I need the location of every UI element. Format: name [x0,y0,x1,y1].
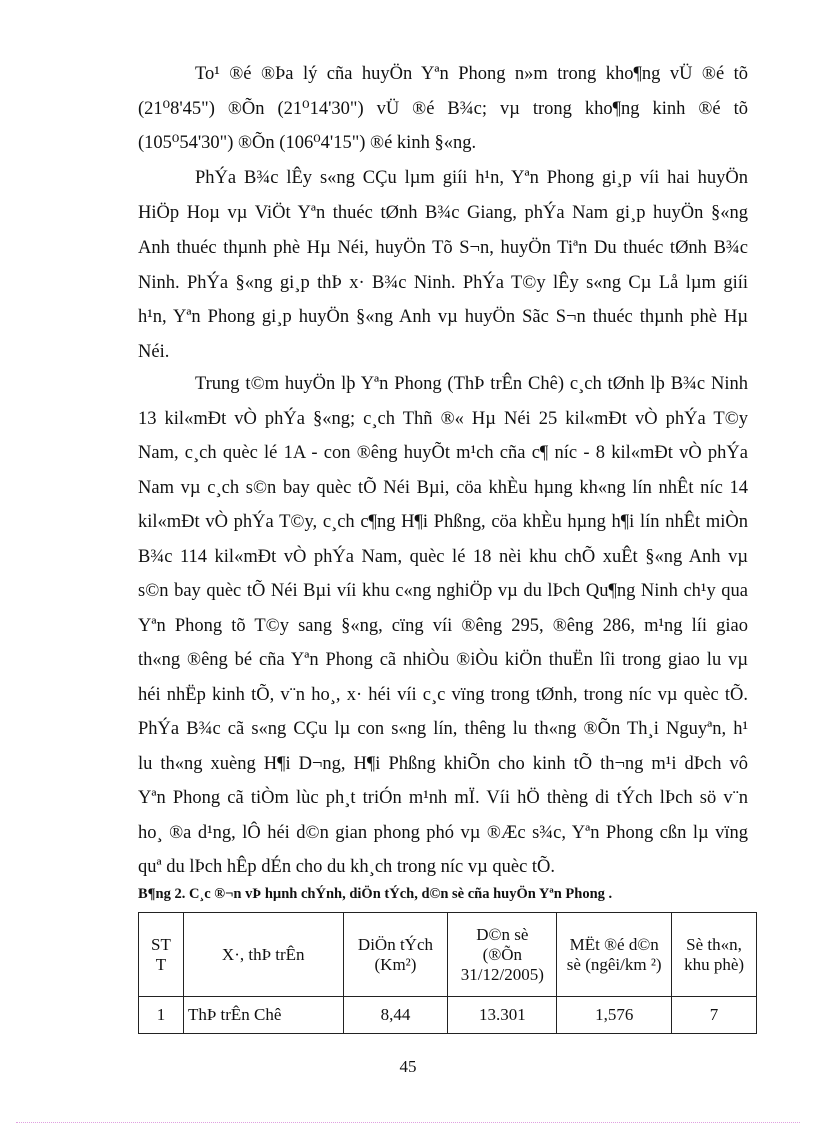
table-caption: B¶ng 2. C¸c ®¬n vÞ hµnh chÝnh, diÖn tÝch, d©n sè cña huyÖn Yªn Phong . [138,886,613,902]
paragraph-3-line-8: Yªn Phong tõ T©y sang §«ng, cïng víi ®êng 295, ®êng 286, m¹ng líi giao [138,616,748,636]
paragraph-2-line-6: Néi. [138,342,170,362]
header-commune: X·, thÞ trÊn [183,913,343,997]
paragraph-3-line-13: Yªn Phong cã tiÒm lùc ph¸t triÓn m¹nh mÏ. Víi hÖ thèng di tÝch lÞch sö v¨n [138,788,748,808]
paragraph-3-line-9: th«ng ®êng bé cña Yªn Phong cã nhiÒu ®iÒu kiÖn thuËn lîi trong giao lu vµ [138,650,748,670]
paragraph-3-line-3: Nam, c¸ch quèc lé 1A - con ®êng huyÕt m¹ch cña c¶ níc - 8 kil«mÐt vÒ phÝa [138,443,748,463]
paragraph-2-line-2: HiÖp Hoµ vµ ViÖt Yªn thuéc tØnh B¾c Giang, phÝa Nam gi¸p huyÖn §«ng [138,203,748,223]
cell-commune: ThÞ trÊn Chê [183,997,343,1034]
paragraph-3-line-11: PhÝa B¾c cã s«ng CÇu lµ con s«ng lín, thêng lu th«ng ®Õn Th¸i Nguyªn, h¹ [138,719,748,739]
page-number: 45 [399,1057,417,1076]
cell-population: 13.301 [448,997,557,1034]
paragraph-3-line-1: Trung t©m huyÖn lþ Yªn Phong (ThÞ trÊn Chê) c¸ch tØnh lþ B¾c Ninh [195,374,748,394]
header-villages: Sè th«n, khu phè) [672,913,757,997]
paragraph-1-line-3: (105⁰54'30") ®Õn (106⁰4'15") ®é kinh §«ng. [138,133,477,153]
header-area: DiÖn tÝch (Km²) [343,913,448,997]
paragraph-3-line-2: 13 kil«mÐt vÒ phÝa §«ng; c¸ch Thñ ®« Hµ Néi 25 kil«mÐt vÒ phÝa T©y [138,409,748,429]
header-stt: ST T [139,913,184,997]
paragraph-1-line-1: To¹ ®é ®Þa lý cña huyÖn Yªn Phong n»m trong kho¶ng vÜ ®é tõ [195,64,748,84]
paragraph-3-line-10: héi nhËp kinh tÕ, v¨n ho¸, x· héi víi c¸c vïng trong tØnh, trong níc vµ quèc tÕ. [138,685,748,705]
header-population: D©n sè (®Õn 31/12/2005) [448,913,557,997]
paragraph-2-line-1: PhÝa B¾c lÊy s«ng CÇu lµm giíi h¹n, Yªn Phong gi¸p víi hai huyÖn [195,168,748,188]
paragraph-3-line-7: s©n bay quèc tÕ Néi Bµi víi khu c«ng nghiÖp vµ du lÞch Qu¶ng Ninh ch¹y qua [138,581,748,601]
table-row [139,997,757,1034]
header-density: MËt ®é d©n sè (ngêi/km ²) [557,913,672,997]
paragraph-2-line-4: Ninh. PhÝa §«ng gi¸p thÞ x· B¾c Ninh. PhÝa T©y lÊy s«ng Cµ Lå lµm giíi [138,273,748,293]
paragraph-3-line-14: ho¸ ®a d¹ng, lÔ héi d©n gian phong phó vµ ®Æc s¾c, Yªn Phong cßn lµ vïng [138,823,748,843]
cell-stt: 1 [139,997,184,1034]
paragraph-3-line-6: B¾c 114 kil«mÐt vÒ phÝa Nam, quèc lé 18 nèi khu chÕ xuÊt §«ng Anh vµ [138,547,748,567]
cell-density: 1,576 [557,997,672,1034]
paragraph-2-line-3: Anh thuéc thµnh phè Hµ Néi, huyÖn Tõ S¬n, huyÖn Tiªn Du thuéc tØnh B¾c [138,238,748,258]
cell-villages: 7 [672,997,757,1034]
paragraph-1-line-2: (21⁰8'45") ®Õn (21⁰14'30") vÜ ®é B¾c; vµ trong kho¶ng kinh ®é tõ [138,99,748,119]
table-header-row [139,913,757,997]
cell-area: 8,44 [343,997,448,1034]
paragraph-3-line-4: Nam vµ c¸ch s©n bay quèc tÕ Néi Bµi, cöa khÈu hµng kh«ng lín nhÊt níc 14 [138,478,748,498]
paragraph-3-line-12: lu th«ng xuèng H¶i D¬ng, H¶i Phßng khiÕn cho kinh tÕ th¬ng m¹i dÞch vô [138,754,748,774]
administrative-units-table [138,912,757,1034]
paragraph-3-line-15: quª du lÞch hÊp dÉn cho du kh¸ch trong níc vµ quèc tÕ. [138,857,556,877]
paragraph-2-line-5: h¹n, Yªn Phong gi¸p huyÖn §«ng Anh vµ huyÖn Sãc S¬n thuéc thµnh phè Hµ [138,307,748,327]
paragraph-3-line-5: kil«mÐt vÒ phÝa T©y, c¸ch c¶ng H¶i Phßng, cöa khÈu hµng h¶i lín nhÊt miÒn [138,512,748,532]
